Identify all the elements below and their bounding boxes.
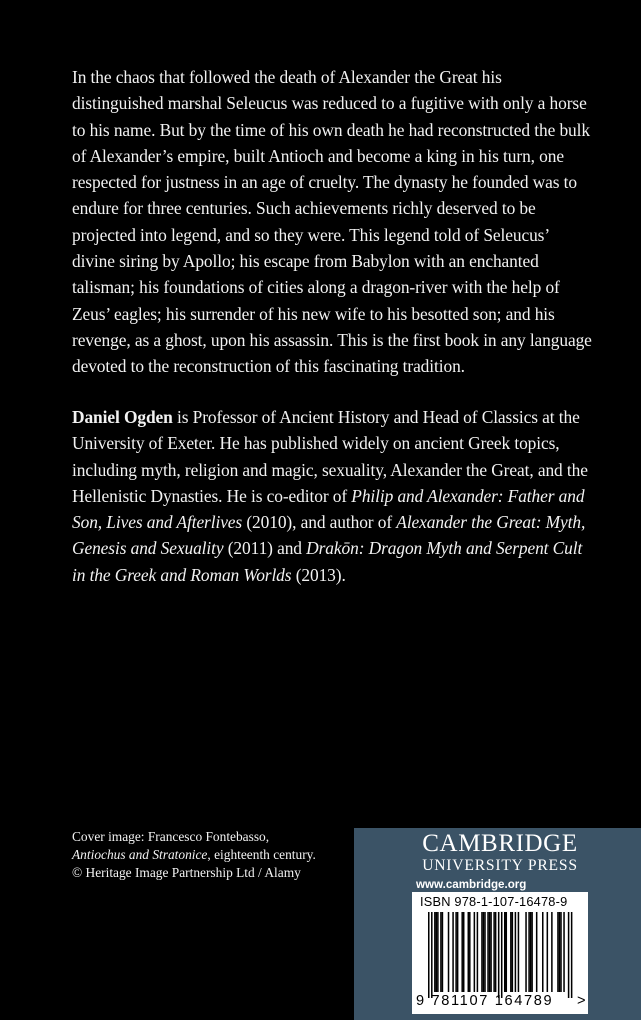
barcode-bar	[440, 912, 442, 992]
cover-credit	[72, 828, 342, 881]
barcode-bar	[457, 912, 459, 992]
barcode-bar	[559, 912, 561, 992]
barcode-bar	[525, 912, 527, 992]
barcode-bar	[483, 912, 485, 992]
barcode-bar	[560, 912, 562, 992]
barcode-bar	[547, 912, 549, 992]
author-bio	[72, 404, 592, 588]
bio-text-3: (2011) and	[223, 538, 307, 559]
barcode-bar	[489, 912, 491, 992]
barcode-bar	[551, 912, 553, 992]
book-title-3: Drakōn: Dragon Myth and Serpent Cult in the Greek and Roman Worlds	[72, 538, 583, 585]
barcode-bar	[431, 912, 433, 998]
barcode-bar	[436, 912, 438, 992]
barcode-bar	[442, 912, 444, 992]
barcode-bar	[528, 912, 530, 992]
book-title-1: Philip and Alexander: Father and Son, Lives and Afterlives	[72, 485, 585, 533]
publisher-logo-subname: UNIVERSITY PRESS	[422, 857, 578, 874]
painting-title: Antiochus and Stratonice	[72, 846, 208, 862]
barcode-bar	[515, 912, 517, 992]
barcode-bar	[493, 912, 495, 992]
isbn-label: ISBN 978-1-107-16478-9	[420, 894, 568, 909]
barcode-end-mark: >	[577, 993, 586, 1009]
barcode-bar	[487, 912, 489, 992]
barcode-bar	[481, 912, 483, 992]
barcode-bar	[490, 912, 492, 992]
barcode-bar	[428, 912, 430, 998]
barcode-bar	[530, 912, 532, 992]
credit-line-3: © Heritage Image Partnership Ltd / Alamy	[72, 864, 301, 880]
barcode-bar	[468, 912, 470, 992]
bio-text-1: is Professor of Ancient History and Head of Classics at the University of Exeter. He has published widely on ancient Greek topics, including myth, religion and magic, sexuality, Alexander the Great, and the Hellenistic Dynasties. He is co-editor of	[72, 407, 588, 506]
book-title-2: Alexander the Great: Myth, Genesis and Sexuality	[72, 512, 586, 559]
book-blurb: In the chaos that followed the death of Alexander the Great his distinguished marshal Seleucus was reduced to a fugitive with only a horse to his name. But by the time of his own death he had reconstructed the bulk of Alexander’s empire, built Antioch and become a king in his turn, one respected for justness in an age of cruelty. The dynasty he founded was to endure for three centuries. Such achievements richly deserved to be projected into legend, and so they were. This legend told of Seleucus’ divine siring by Apollo; his escape from Babylon with an enchanted talisman; his foundations of cities along a dragon-river with the help of Zeus’ eagles; his surrender of his new wife to his besotted son; and his revenge, as a ghost, upon his assassin. This is the first book in any language devoted to the reconstruction of this fascinating tradition.	[72, 67, 592, 377]
barcode-bar	[461, 912, 463, 992]
credit-line-2: , eighteenth century.	[207, 846, 316, 862]
publisher-panel	[354, 828, 641, 1020]
barcode-bar	[498, 912, 500, 998]
barcode-bar	[506, 912, 508, 992]
barcode-bar	[504, 912, 506, 992]
barcode-bar	[501, 912, 503, 998]
bio-text-4: (2013).	[291, 564, 346, 585]
barcode-bar	[563, 912, 565, 992]
barcode-bar	[531, 912, 533, 992]
barcode-bar	[512, 912, 514, 992]
barcode-bar	[510, 912, 512, 992]
barcode-bar	[536, 912, 538, 992]
barcode-bar	[477, 912, 479, 992]
barcode-bar	[463, 912, 465, 992]
barcode-bar	[518, 912, 520, 992]
credit-line-1: Cover image: Francesco Fontebasso,	[72, 829, 270, 844]
barcode-digits: 9 781107 164789	[416, 993, 554, 1009]
publisher-logo-name: CAMBRIDGE	[422, 830, 578, 857]
barcode-bar	[484, 912, 486, 992]
barcode-bar	[568, 912, 570, 998]
bio-text-2: (2010), and author of	[242, 512, 397, 533]
barcode-bar	[557, 912, 559, 992]
barcode-bar	[474, 912, 476, 992]
barcode-bar	[495, 912, 497, 992]
barcode-bar	[571, 912, 573, 998]
author-name: Daniel Ogden	[72, 407, 173, 427]
barcode-bar	[437, 912, 439, 992]
barcode-bar	[434, 912, 436, 992]
barcode-bar	[542, 912, 544, 992]
barcode-bar	[469, 912, 471, 992]
barcode-box	[412, 892, 588, 1014]
barcode-bar	[452, 912, 454, 992]
barcode-bar	[448, 912, 450, 992]
publisher-url: www.cambridge.org	[416, 878, 527, 891]
barcode-bar	[455, 912, 457, 992]
